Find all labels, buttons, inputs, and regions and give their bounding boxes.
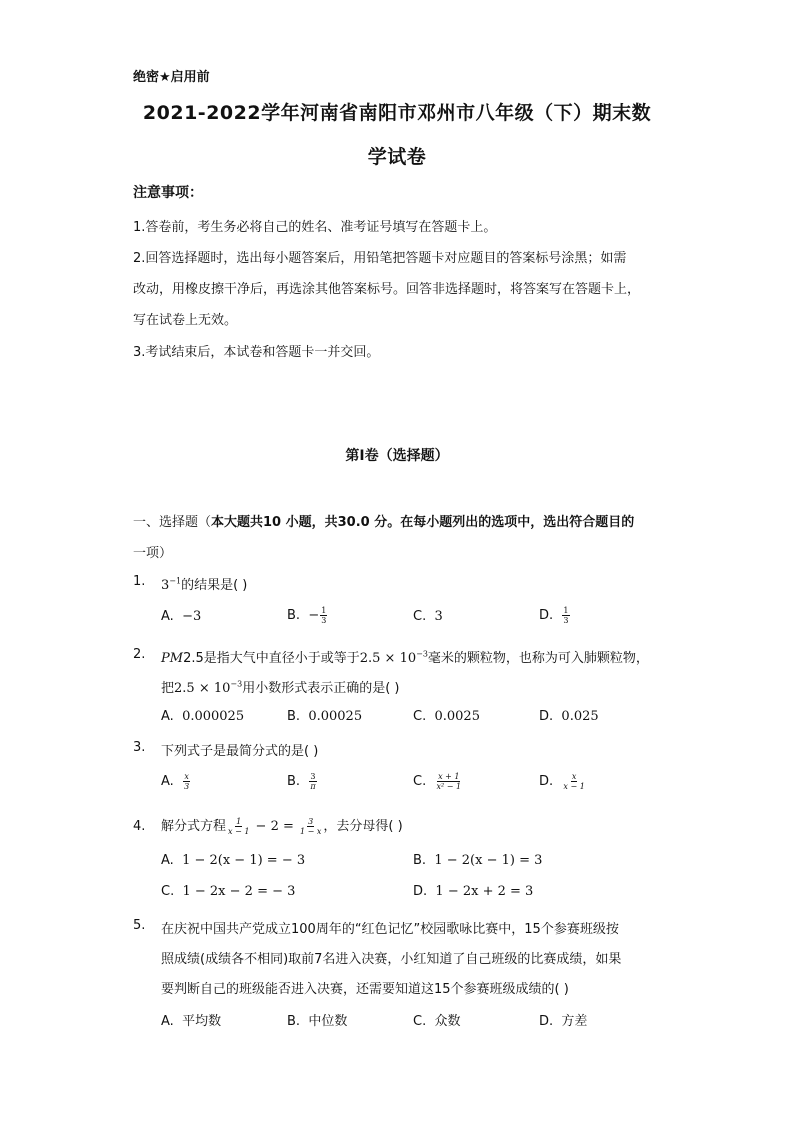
question-5-stem-line-2: 照成绩(成绩各不相同)取前7名进入决赛，小红知道了自己班级的比赛成绩，如果	[161, 952, 622, 967]
option-letter: B.	[287, 1014, 301, 1029]
question-number: 4.	[133, 819, 146, 834]
numerator: 3	[310, 772, 316, 781]
q2-text: 2.5是指大气中直径小于或等于	[183, 651, 360, 666]
numerator: x + 1	[438, 772, 460, 781]
option-value: 0.0025	[434, 709, 480, 724]
option-value: 3	[434, 609, 443, 624]
option-c[interactable]	[161, 884, 295, 899]
q2-text: 毫米的颗粒物，也称为可入肺颗粒物，	[427, 651, 649, 666]
option-c[interactable]	[413, 1010, 461, 1029]
option-letter: D.	[539, 608, 554, 623]
notice-line: 写在试卷上无效。	[133, 313, 238, 328]
denominator: 3	[184, 782, 190, 791]
option-b[interactable]	[413, 853, 542, 868]
question-number: 5.	[133, 918, 146, 933]
notice-line: 1.答卷前，考生务必将自己的姓名、准考证号填写在答题卡上。	[133, 220, 497, 235]
question-3-stem: 下列式子是最简分式的是( )	[161, 744, 319, 759]
option-a[interactable]	[161, 853, 305, 868]
denominator: 1 − x	[300, 827, 322, 836]
option-b[interactable]	[287, 772, 318, 791]
option-letter: C.	[413, 709, 427, 724]
fraction	[562, 606, 569, 625]
numerator: x	[184, 772, 189, 781]
question-5-stem-line-1: 在庆祝中国共产党成立100周年的“红色记忆”校园歌咏比赛中，15个参赛班级按	[161, 922, 619, 937]
option-a[interactable]	[161, 772, 191, 791]
option-letter: C.	[161, 884, 175, 899]
option-d[interactable]	[413, 884, 533, 899]
denominator: x² − 1	[436, 782, 462, 791]
confidential-label: 绝密★启用前	[133, 70, 210, 85]
section-instructions: 本大题共10 小题，共30.0 分。在每小题列出的选项中，选出符合题目的	[211, 515, 635, 530]
question-1-stem	[161, 574, 247, 593]
option-d[interactable]	[539, 1010, 587, 1029]
option-letter: C.	[413, 774, 427, 789]
q1-base: 3	[161, 578, 170, 593]
option-value: 1 − 2x − 2 = − 3	[182, 884, 296, 899]
option-letter: C.	[413, 1014, 427, 1029]
fraction	[227, 817, 250, 836]
option-d[interactable]	[539, 709, 599, 724]
option-value: 众数	[434, 1014, 461, 1029]
option-sign: −	[308, 608, 320, 623]
numerator: 3	[308, 817, 314, 826]
option-c[interactable]	[413, 609, 443, 624]
option-value: 1 − 2x + 2 = 3	[435, 884, 534, 899]
fraction	[435, 772, 462, 791]
q2-text: 用小数形式表示正确的是( )	[242, 681, 400, 696]
q2-exponent: −3	[230, 679, 243, 689]
option-value: 0.025	[561, 709, 599, 724]
q4-text: 解分式方程	[161, 819, 227, 834]
option-a[interactable]	[161, 1010, 221, 1029]
q4-text: ，去分母得( )	[323, 819, 403, 834]
question-5-stem-line-3: 要判断自己的班级能否进入决赛，还需要知道这15个参赛班级成绩的( )	[161, 982, 569, 997]
q2-scientific: 2.5 × 10	[174, 681, 231, 696]
option-letter: B.	[287, 709, 301, 724]
fraction	[562, 772, 585, 791]
section-heading-line-2: 一项）	[133, 546, 173, 561]
denominator: 3	[563, 616, 569, 625]
denominator: x − 1	[563, 782, 585, 791]
option-letter: D.	[539, 1014, 554, 1029]
option-c[interactable]	[413, 772, 463, 791]
q1-exponent: −1	[169, 576, 182, 586]
option-value: 方差	[561, 1014, 588, 1029]
denominator: 3	[321, 616, 327, 625]
fraction	[183, 772, 190, 791]
exam-title-line-1: 2021-2022学年河南省南阳市邓州市八年级（下）期末数	[142, 102, 652, 124]
numerator: 1	[321, 606, 327, 615]
q2-text: 把	[161, 681, 175, 696]
option-letter: A.	[161, 1014, 174, 1029]
question-number: 3.	[133, 740, 146, 755]
option-letter: C.	[413, 609, 427, 624]
option-letter: A.	[161, 774, 174, 789]
volume-heading: 第Ⅰ卷（选择题）	[345, 448, 449, 464]
notice-line: 3.考试结束后，本试卷和答题卡一并交回。	[133, 345, 380, 360]
option-letter: D.	[539, 774, 554, 789]
option-letter: D.	[539, 709, 554, 724]
option-value: 1 − 2(x − 1) = 3	[434, 853, 543, 868]
exam-title-line-2: 学试卷	[367, 146, 427, 168]
option-value: 0.000025	[182, 709, 245, 724]
option-c[interactable]	[413, 709, 480, 724]
option-b[interactable]	[287, 1010, 347, 1029]
question-2-stem-line-2	[161, 677, 399, 696]
question-2-stem-line-1	[161, 647, 649, 666]
section-heading	[133, 511, 634, 530]
question-number: 2.	[133, 647, 146, 662]
option-letter: D.	[413, 884, 428, 899]
option-letter: B.	[413, 853, 427, 868]
numerator: x	[571, 772, 577, 781]
option-a[interactable]	[161, 709, 244, 724]
option-value: 1 − 2(x − 1) = − 3	[182, 853, 306, 868]
q1-text: 的结果是( )	[181, 578, 248, 593]
denominator: π	[310, 782, 316, 791]
option-b[interactable]	[287, 606, 328, 625]
question-4-stem	[161, 815, 403, 836]
option-value: 0.00025	[308, 709, 363, 724]
option-value: 中位数	[308, 1014, 348, 1029]
fraction	[309, 772, 316, 791]
numerator: 1	[563, 606, 569, 615]
notice-heading: 注意事项：	[133, 185, 203, 201]
option-letter: A.	[161, 853, 174, 868]
option-b[interactable]	[287, 709, 362, 724]
option-letter: A.	[161, 609, 174, 624]
option-letter: A.	[161, 709, 174, 724]
option-a[interactable]	[161, 609, 201, 624]
denominator: x − 1	[228, 827, 250, 836]
question-number: 1.	[133, 574, 146, 589]
notice-line: 2.回答选择题时，选出每小题答案后，用铅笔把答题卡对应题目的答案标号涂黑；如需	[133, 251, 627, 266]
fraction	[320, 606, 327, 625]
option-d[interactable]	[539, 606, 571, 625]
q4-operator: − 2 =	[251, 819, 298, 834]
option-value: −3	[182, 609, 202, 624]
q2-pm: PM	[161, 651, 184, 666]
q2-exponent: −3	[416, 649, 428, 659]
option-letter: B.	[287, 774, 301, 789]
option-d[interactable]	[539, 772, 587, 791]
notice-line: 改动，用橡皮擦干净后，再选涂其他答案标号。回答非选择题时，将答案写在答题卡上，	[133, 282, 641, 297]
option-letter: B.	[287, 608, 301, 623]
section-prefix: 一、选择题（	[133, 515, 212, 530]
q2-scientific: 2.5 × 10	[359, 651, 417, 666]
fraction	[299, 817, 322, 836]
option-value: 平均数	[182, 1014, 222, 1029]
numerator: 1	[236, 817, 242, 826]
